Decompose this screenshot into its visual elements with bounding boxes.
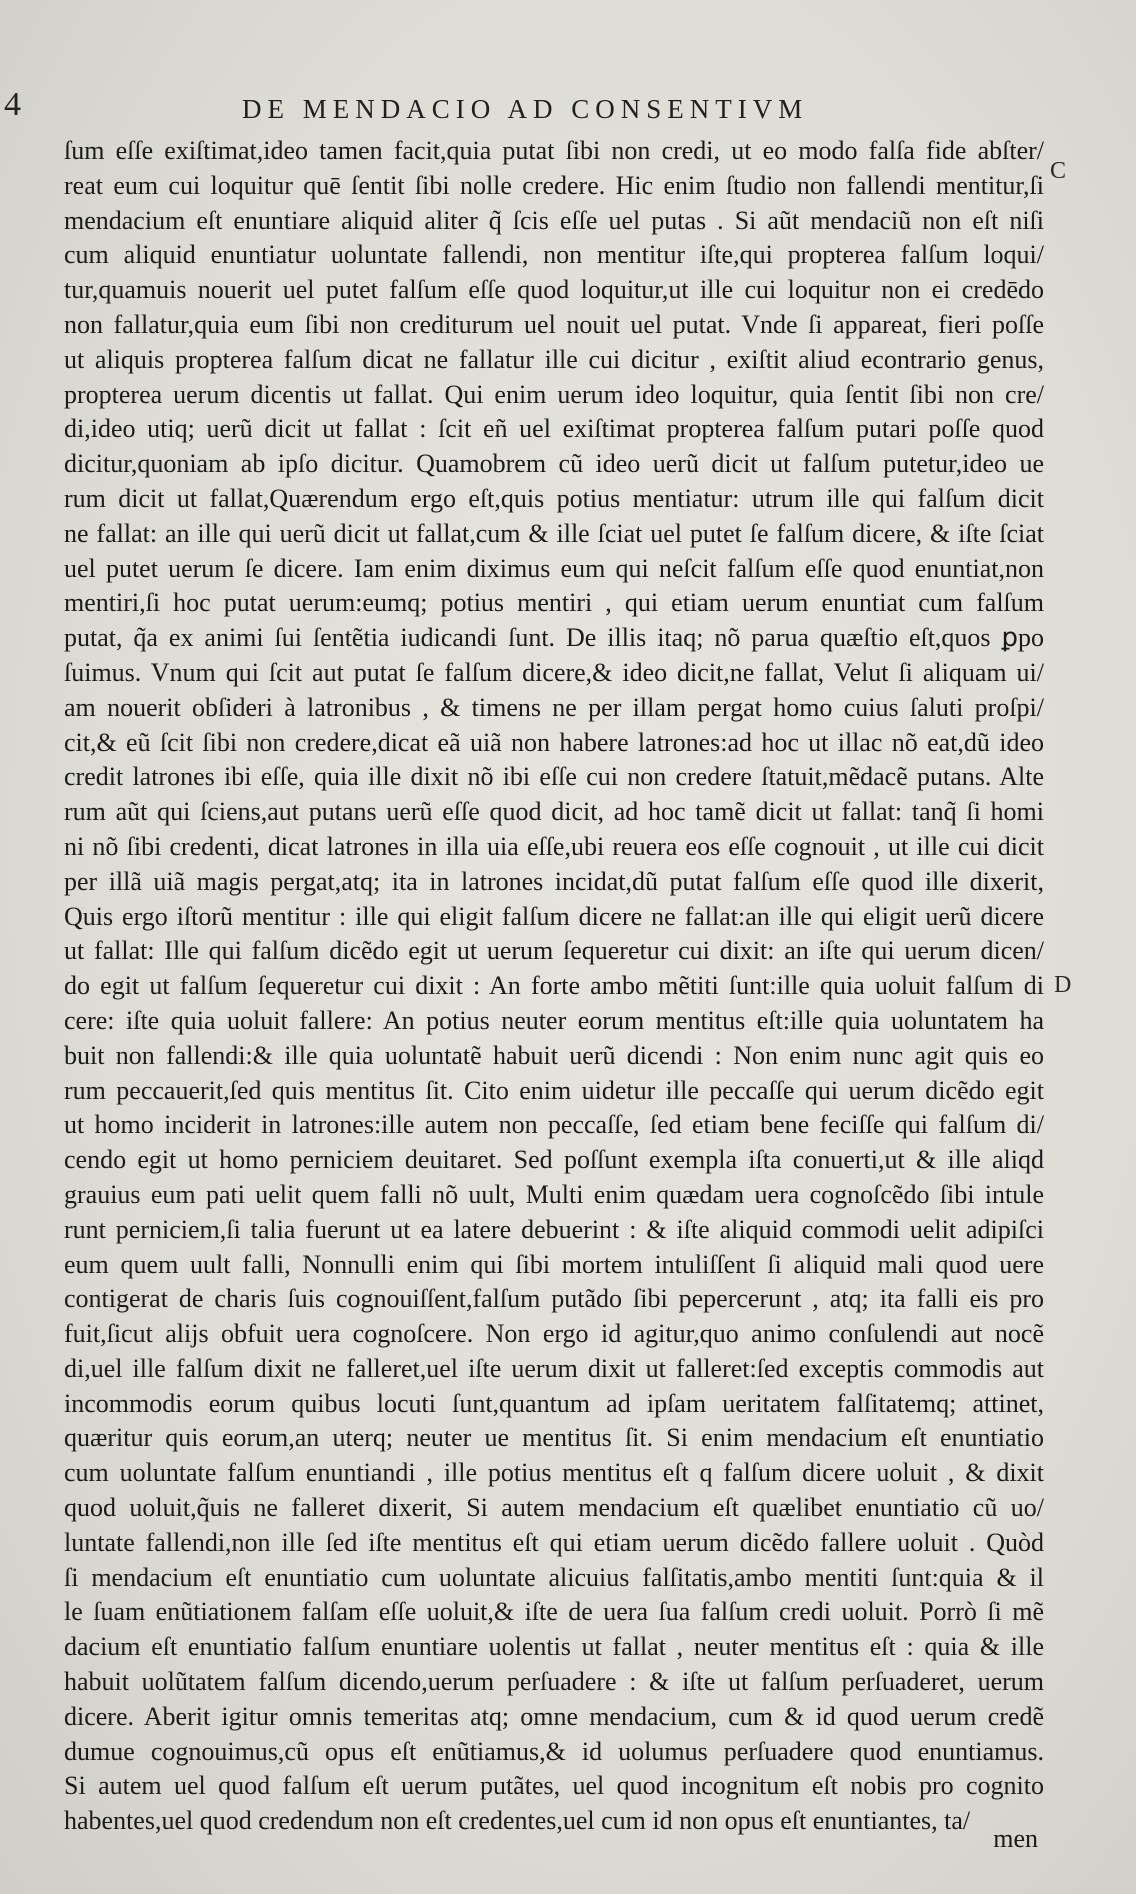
text-line: ſum eſſe exiſtimat,ideo tamen facit,quia putat ſibi non credi, ut eo modo falſa fide abſter/ [64,136,1044,165]
text-line: rum dicit ut fallat,Quærendum ergo eſt,quis potius mentiatur: utrum ille qui falſum dicit [64,483,1044,513]
text-line: contigerat de charis ſuis cognouiſſent,falſum putãdo ſibi pepercerunt , atq; ita falli eis pro [64,1284,1044,1314]
text-line: dicitur,quoniam ab ipſo dicitur. Quamobrem cũ ideo uerũ dicit ut falſum putetur,ideo ue [64,449,1044,479]
text-line: dumue cognouimus,cũ opus eſt enũtiamus,& id uolumus perſuadere quod enuntiamus. [64,1736,1044,1766]
text-line: cendo egit ut homo perniciem deuitaret. Sed poſſunt exempla iſta conuerti,ut & ille aliqd [64,1145,1044,1175]
text-line: per illã uiã magis pergat,atq; ita in latrones incidat,dũ putat falſum eſſe quod ille dixerit, [64,866,1044,896]
text-line: putat, q̃a ex animi ſui ſentẽtia iudicandi ſunt. De illis itaq; nõ parua quæſtio eſt,quos ꝑpo [64,623,1044,653]
marginal-letter-c: C [1050,158,1067,184]
text-line: cum aliquid enuntiatur uoluntate fallendi, non mentitur iſte,qui propterea falſum loqui/ [64,240,1044,270]
text-line: cit,& eũ ſcit ſibi non credere,dicat eã uiã non habere latrones:ad hoc ut illac nõ eat,dũ ideo [64,727,1044,757]
text-line: ut fallat: Ille qui falſum dicẽdo egit ut uerum ſequeretur cui dixit: an iſte qui uerum dicen/ [64,936,1044,966]
text-line: runt perniciem,ſi talia fuerunt ut ea latere debuerint : & iſte aliquid commodi uelit adipiſci [64,1214,1044,1244]
page-number: 4 [4,86,21,123]
text-line: ſi mendacium eſt enuntiatio cum uoluntate alicuius falſitatis,ambo mentiti ſunt:quia & il [64,1562,1044,1592]
text-line: habentes,uel quod credendum non eſt credentes,uel cum id non opus eſt enuntiantes, ta/ [64,1806,971,1836]
text-line: propterea uerum dicentis ut fallat. Qui enim uerum ideo loquitur, quia ſentit ſibi non cre/ [64,379,1044,409]
text-line: cere: iſte quia uoluit fallere: An potius neuter eorum mentitus eſt:ille quia uoluntatem ha [64,1005,1044,1035]
text-line: credit latrones ibi eſſe, quia ille dixit nõ ibi eſſe cui non credere ſtatuit,mẽdacẽ putans. Alte [64,762,1044,792]
text-line: non fallatur,quia eum ſibi non crediturum uel nouit uel putat. Vnde ſi appareat, fieri poſſe [64,309,1044,339]
text-line: quod uoluit,q̃uis ne falleret dixerit, Si autem mendacium eſt quælibet enuntiatio cũ uo/ [64,1493,1044,1523]
text-line: buit non fallendi:& ille quia uoluntatẽ habuit uerũ dicendi : Non enim nunc agit quis eo [64,1040,1044,1070]
text-line: uel putet uerum ſe dicere. Iam enim diximus eum qui neſcit falſum eſſe quod enuntiat,non [64,553,1044,583]
text-line: ne fallat: an ille qui uerũ dicit ut fallat,cum & ille ſciat uel putet ſe falſum dicere, & iſte ſciat [64,518,1044,548]
text-line: do egit ut falſum ſequeretur cui dixit : An forte ambo mẽtiti ſunt:ille quia uoluit falſum di [64,971,1044,1001]
text-line: le ſuam enũtiationem falſam eſſe uoluit,& iſte de uera ſua falſum credi uoluit. Porrò ſi mẽ [64,1597,1044,1627]
text-line: fuit,ſicut alijs obfuit uera cognoſcere. Non ergo id agitur,quo animo conſulendi aut nocẽ [64,1319,1044,1349]
text-line: grauius eum pati uelit quem falli nõ uult, Multi enim quædam uera cognoſcẽdo ſibi intule [64,1179,1044,1209]
text-line: rum peccauerit,ſed quis mentitus ſit. Cito enim uidetur ille peccaſſe qui uerum dicẽdo egit [64,1075,1044,1105]
text-line: ut aliquis propterea falſum dicat ne fallatur ille cui dicitur , exiſtit aliud econtrario genus, [64,344,1044,374]
text-line: ni nõ ſibi credenti, dicat latrones in illa uia eſſe,ubi reuera eos eſſe cognouit , ut ille cui dicit [64,831,1044,861]
text-block [64,134,1044,1839]
text-line: mendacium eſt enuntiare aliquid aliter q̃ ſcis eſſe uel putas . Si aũt mendaciũ non eſt niſi [64,205,1044,235]
text-line: di,ideo utiq; uerũ dicit ut fallat : ſcit eñ uel exiſtimat propterea falſum putari poſſe quod [64,414,1044,444]
text-line: habuit uolũtatem falſum dicendo,uerum perſuadere : & iſte ut falſum perſuaderet, uerum [64,1667,1044,1697]
text-line: cum uoluntate falſum enuntiandi , ille potius mentitus eſt q falſum dicere uoluit , & dixit [64,1458,1044,1488]
text-line: dicere. Aberit igitur omnis temeritas atq; omne mendacium, cum & id quod uerum credẽ [64,1701,1044,1731]
catchword: men [993,1824,1038,1853]
text-line: quæritur quis eorum,an uterq; neuter ue mentitus ſit. Si enim mendacium eſt enuntiatio [64,1423,1044,1453]
text-line: rum aũt qui ſciens,aut putans uerũ eſſe quod dicit, ad hoc tamẽ dicit ut fallat: tanq̃ ſi homi [64,797,1044,827]
text-line: incommodis eorum quibus locuti ſunt,quantum ad ipſam ueritatem falſitatemq; attinet, [64,1388,1044,1418]
text-line: di,uel ille falſum dixit ne falleret,uel iſte uerum dixit ut falleret:ſed exceptis commodis aut [64,1353,1044,1383]
running-head: DE MENDACIO AD CONSENTIVM [242,94,809,124]
text-line: tur,quamuis nouerit uel putet falſum eſſe quod loquitur,ut ille cui loquitur non ei credēdo [64,275,1044,305]
text-line: ut homo inciderit in latrones:ille autem non peccaſſe, ſed etiam bene feciſſe qui falſum di/ [64,1110,1044,1140]
text-line: reat eum cui loquitur quē ſentit ſibi nolle credere. Hic enim ſtudio non fallendi mentitur,ſi [64,170,1044,200]
text-line: dacium eſt enuntiatio falſum enuntiare uolentis ut fallat , neuter mentitus eſt : quia & ille [64,1632,1044,1662]
text-line: eum quem uult falli, Nonnulli enim qui ſibi mortem intuliſſent ſi aliquid mali quod uere [64,1249,1044,1279]
text-line: ſuimus. Vnum qui ſcit aut putat ſe falſum dicere,& ideo dicit,ne fallat, Velut ſi aliquam ui/ [64,657,1044,687]
text-line: luntate fallendi,non ille ſed iſte mentitus eſt qui etiam uerum dicẽdo fallere uoluit . Quòd [64,1527,1044,1557]
text-line: mentiri,ſi hoc putat uerum:eumq; potius mentiri , qui etiam uerum enuntiat cum falſum [64,588,1044,618]
text-line: Si autem uel quod falſum eſt uerum putãtes, uel quod incognitum eſt nobis pro cognito [64,1771,1044,1801]
text-line: Quis ergo iſtorũ mentitur : ille qui eligit falſum dicere ne fallat:an ille qui eligit uerũ dicere [64,901,1044,931]
marginal-letter-d: D [1054,972,1072,998]
text-line: am nouerit obſideri à latronibus , & timens ne per illam pergat homo cuius ſaluti proſpi/ [64,692,1044,722]
